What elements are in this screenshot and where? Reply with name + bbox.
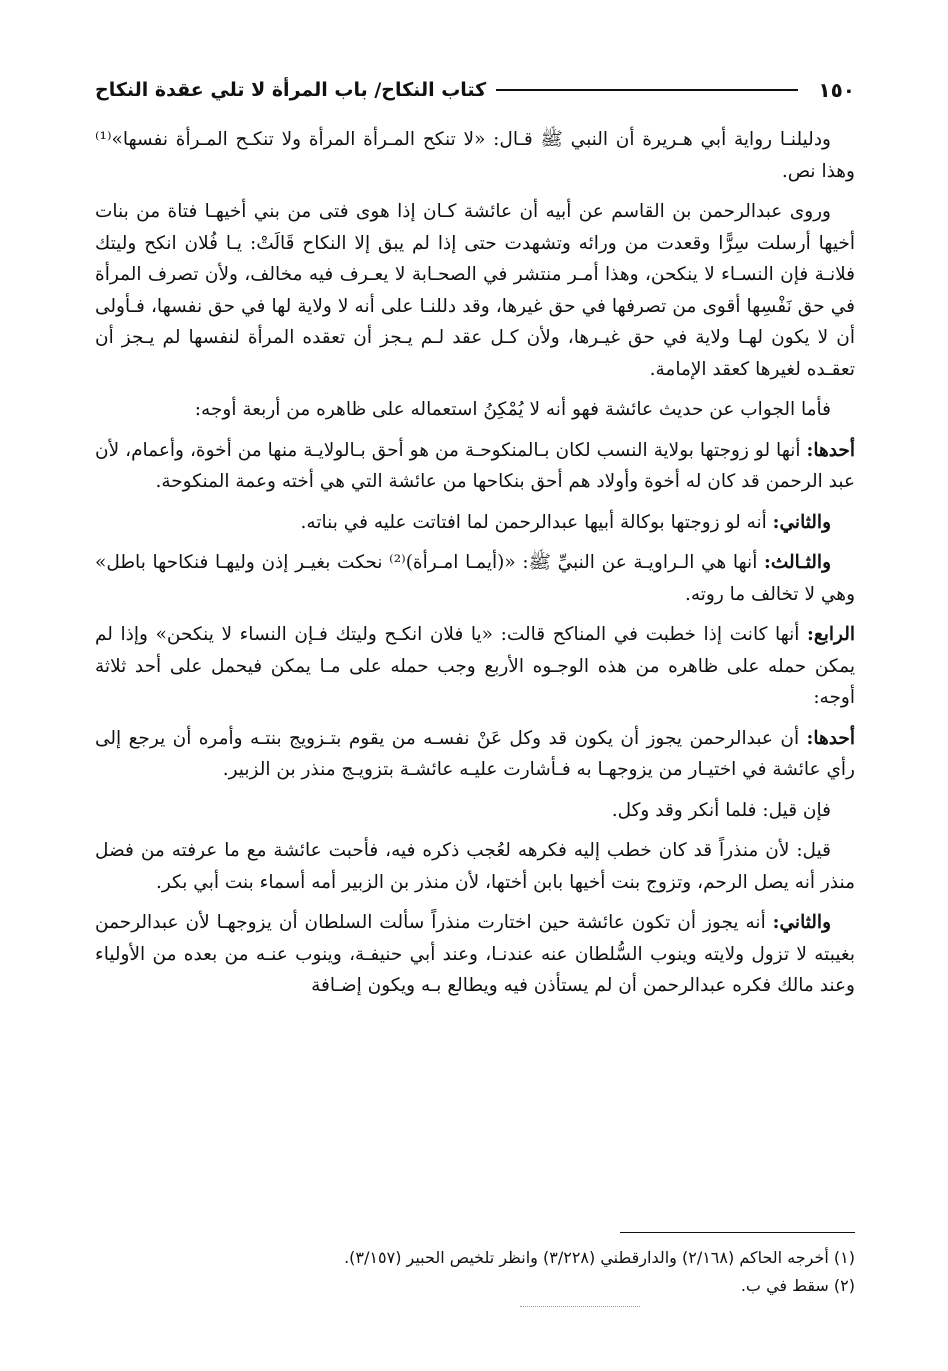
paragraph-lead: أحدها:	[806, 439, 855, 461]
scan-artifact	[520, 1306, 640, 1307]
paragraph-lead: والثاني:	[772, 912, 831, 933]
paragraph-text: أنها كانت إذا خطبت في المناكح قالت: «يا فلان انكـح وليتك فـإن النساء لا ينكحن» وإذا لم يمكن حمله على ظاهره من هذه الوجـوه الأربع وجب حمله على مـا يمكن فيحمل على أحد ثلاثة أوجه:	[95, 624, 855, 708]
paragraph-text: أنها لو زوجتها بولاية النسب لكان بـالمنكوحـة من هو أحق بـالولايـة منها من أخوة، وأعمام، لأن عبد الرحمن قد كان له أخوة وأولاد هم أحق بنكاحها من عائشة التي هي أخته وعمة المنكوحة.	[95, 439, 855, 492]
paragraph-text: وروى عبدالرحمن بن القاسم عن أبيه أن عائشة كـان إذا هوى فتى من بني أخيهـا فتاة من بنات أخيها أرسلت سِرًّا وقعدت من ورائه وتشهدت حتى إذا لم يبق إلا النكاح قَالَتْ: يـا فُلان انكح وليتك فلانـة فإن النسـاء لا ينكحن، وهذا أمـر منتشر في الصحـابة لا يعـرف فيه مخالف، ولأن تصرف المرأة في حق نَفْسِها أقوى من تصرفها في حق غيرها، وقد دللنـا على أنه لا ولاية لها في حق نفسها، فـأولى أن لا يكون لهـا ولاية في حق غيـرها، ولأن كـل عقد لـم يـجز أن تعقده المرأة لنفسها لم يـجز أن تعقـده لغيرها كعقد الإمامة.	[95, 201, 855, 380]
paragraph-text: ودليلنـا رواية أبي هـريرة أن النبي ﷺ قـال: «لا تنكح المـرأة المرأة ولا تنكـح المـرأة نفسها»⁽¹⁾ وهذا نص.	[95, 129, 855, 182]
footnotes	[95, 1244, 855, 1300]
paragraph-lead: والثـالث:	[764, 552, 831, 573]
paragraph	[95, 619, 855, 714]
paragraph	[95, 547, 855, 610]
running-title: كتاب النكاح/ باب المرأة لا تلي عقدة النكاح	[95, 79, 487, 101]
page-body	[95, 124, 855, 1011]
paragraph-text: أنه لو زوجتها بوكالة أبيها عبدالرحمن لما افتاتت عليه في بناته.	[300, 511, 773, 533]
paragraph-lead: أحدها:	[806, 727, 855, 749]
paragraph	[95, 795, 855, 827]
footnote: (١) أخرجه الحاكم (٢/١٦٨) والدارقطني (٣/٢٢٨) وانظر تلخيص الحبير (٣/١٥٧).	[344, 1248, 855, 1267]
paragraph	[95, 435, 855, 498]
paragraph	[95, 124, 855, 187]
paragraph	[95, 835, 855, 898]
paragraph	[95, 723, 855, 786]
footnote: (٢) سقط في ب.	[740, 1276, 855, 1295]
paragraph	[95, 196, 855, 385]
paragraph-text: أنها هي الـراويـة عن النبيِّ ﷺ: «(أيمـا امـرأة)⁽²⁾ نحكت بغيـر إذن وليهـا فنكاحها باطل» وهي لا تخالف ما روته.	[95, 552, 855, 605]
paragraph-text: فأما الجواب عن حديث عائشة فهو أنه لا يُمْكِنُ استعماله على ظاهره من أربعة أوجه:	[194, 399, 831, 420]
page-number: ١٥٠	[818, 78, 855, 102]
paragraph-lead: والثاني:	[772, 511, 831, 533]
paragraph-text: قيل: لأن منذراً قد كان خطب إليه فكرهه لعُجب ذكره فيه، فأحبت عائشة مع ما عرفته من فضل منذر أنه يصل الرحم، وتزوج بنت أخيها بابن أختها، لأن منذر بن الزبير أمه أسماء بنت أبي بكر.	[95, 840, 855, 893]
paragraph-text: أنه يجوز أن تكون عائشة حين اختارت منذراً سألت السلطان أن يزوجهـا لأن عبدالرحمن بغيبته لا تزول ولايته وينوب السُّلطان عنه عندنـا، وعند أبي حنيفـة، وينوب عنـه من بعده من الأولياء وعند مالك فكره عبدالرحمن أن لم يستأذن فيه ويطالع بـه ويكون إضـافة	[95, 912, 855, 996]
header-rule	[496, 89, 798, 91]
page-header	[95, 72, 855, 108]
paragraph	[95, 394, 855, 426]
paragraph-text: فإن قيل: فلما أنكر وقد وكل.	[611, 799, 831, 821]
paragraph	[95, 507, 855, 539]
footnote-separator	[620, 1232, 855, 1233]
paragraph-lead: الرابع:	[807, 624, 855, 645]
paragraph-text: أن عبدالرحمن يجوز أن يكون قد وكل عَنْ نفسـه من يقوم بتـزويج بنتـه وأمره أن يرجع إلى رأي عائشة في اختيـار من يزوجهـا به فـأشارت عليـه عائشـة بتزويـج منذر بن الزبير.	[95, 727, 855, 780]
paragraph	[95, 907, 855, 1002]
